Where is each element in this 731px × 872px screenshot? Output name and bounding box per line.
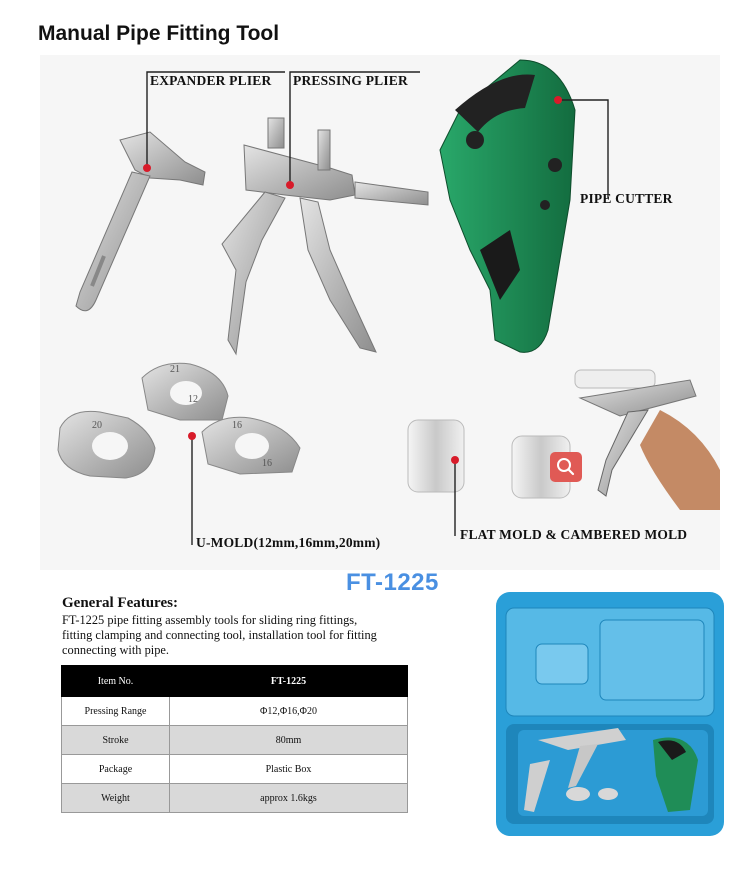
spec-table-header [62,666,408,697]
spec-label: Pressing Range [62,697,170,726]
spec-table [61,665,408,813]
marker-pressing [286,181,294,189]
spec-value: Φ12,Φ16,Φ20 [170,697,408,726]
expander-plier-image [76,132,205,311]
pipe-cutter-image [440,60,575,352]
page-title: Manual Pipe Fitting Tool [38,22,280,45]
spec-value: 80mm [170,726,408,755]
mold-label-a: 20 [92,420,102,431]
mold-label-c: 12 [188,394,198,405]
spec-row-pressing-range [62,697,408,726]
spec-header-item: Item No. [62,666,170,697]
zoom-button[interactable] [550,452,582,482]
spec-header-model: FT-1225 [170,666,408,697]
callout-expander-plier: EXPANDER PLIER [150,73,272,88]
marker-cutter [554,96,562,104]
mold-label-d: 16 [232,420,242,431]
pressing-plier-image [222,118,428,354]
spec-label: Package [62,755,170,784]
spec-value: Plastic Box [170,755,408,784]
mold-label-e: 16 [262,458,272,469]
hand-with-tool-image [575,370,720,510]
magnifier-icon [550,452,582,482]
callout-pressing-plier: PRESSING PLIER [293,73,408,88]
spec-value: approx 1.6kgs [170,784,408,813]
spec-label: Weight [62,784,170,813]
callout-u-mold: U-MOLD(12mm,16mm,20mm) [196,535,381,550]
spec-label: Stroke [62,726,170,755]
mold-label-b: 21 [170,364,180,375]
features-description: FT-1225 pipe fitting assembly tools for sliding ring fittings, fitting clamping and connecting tool, installation tool for fitting connecting with pipe. [62,613,377,657]
carrying-case-image [458,580,731,840]
spec-row-stroke [62,726,408,755]
model-title: FT-1225 [346,569,439,596]
flat-mold-images [408,420,570,498]
spec-row-weight [62,784,408,813]
spec-row-package [62,755,408,784]
features-heading: General Features: [62,595,178,611]
callout-flat-mold: FLAT MOLD & CAMBERED MOLD [460,527,688,542]
marker-expander [143,164,151,172]
callout-pipe-cutter: PIPE CUTTER [580,191,673,206]
marker-u-mold [188,432,196,440]
marker-flat-mold [451,456,459,464]
